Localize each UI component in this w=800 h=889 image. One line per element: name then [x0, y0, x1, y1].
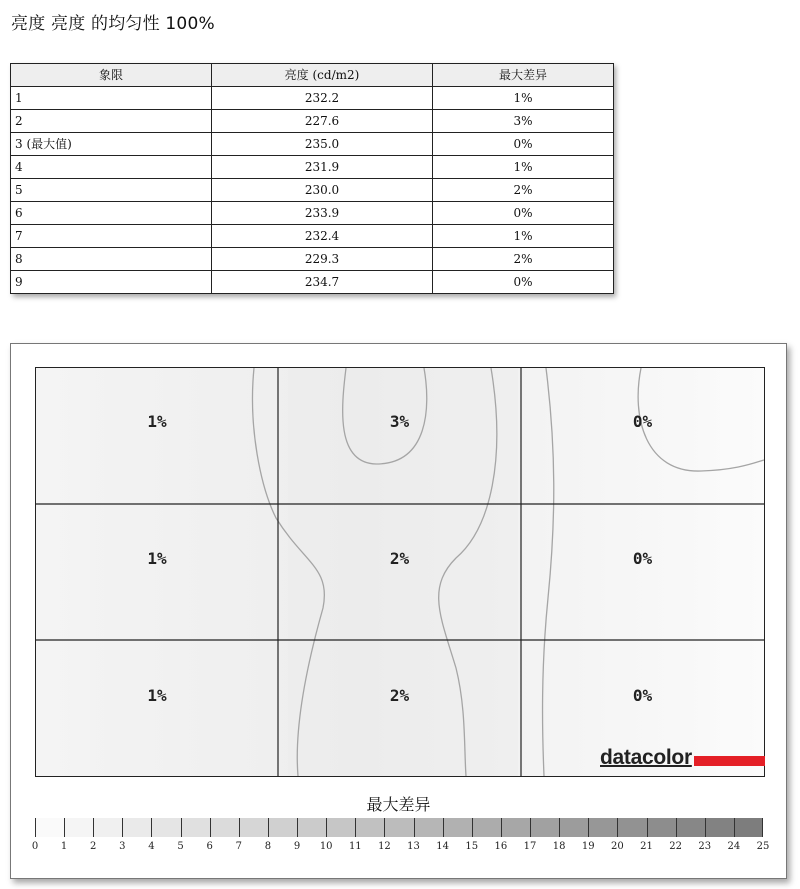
quadrant-value: 0%	[632, 548, 653, 568]
table-header-row	[11, 64, 614, 87]
legend-tick-label: 2	[90, 841, 97, 852]
luminance-cell: 230.0	[212, 179, 433, 202]
luminance-cell: 235.0	[212, 133, 433, 156]
difference-cell: 3%	[433, 110, 614, 133]
table-row	[11, 225, 614, 248]
legend-tick-label: 16	[494, 841, 508, 852]
legend-tick-label: 15	[465, 841, 479, 852]
table-row	[11, 202, 614, 225]
logo-text: datacolor	[600, 746, 692, 769]
legend-tick-label: 5	[177, 841, 184, 852]
legend-tick-label: 13	[407, 841, 420, 852]
legend-title: 最大差异	[366, 795, 431, 814]
legend-end-tick	[762, 818, 763, 837]
luminance-table	[10, 63, 613, 294]
quadrant-cell: 2	[11, 110, 212, 133]
legend-swatch	[210, 818, 239, 837]
legend-tick-label: 22	[669, 841, 682, 852]
legend-swatch	[35, 818, 64, 837]
legend-swatch	[676, 818, 705, 837]
legend-swatch	[443, 818, 472, 837]
difference-cell: 1%	[433, 156, 614, 179]
difference-cell: 0%	[433, 202, 614, 225]
legend-tick-label: 6	[206, 841, 213, 852]
quadrant-value: 2%	[389, 685, 410, 705]
quadrant-value: 0%	[632, 411, 653, 431]
logo-bar	[694, 756, 765, 766]
quadrant-cell: 5	[11, 179, 212, 202]
legend-tick-label: 12	[378, 841, 391, 852]
legend-tick-label: 0	[31, 841, 39, 852]
quadrant-cell: 3 (最大值)	[11, 133, 212, 156]
legend-swatch	[414, 818, 443, 837]
table-row	[11, 248, 614, 271]
legend-swatch	[64, 818, 93, 837]
quadrant-cell: 7	[11, 225, 212, 248]
uniformity-panel	[10, 343, 787, 879]
legend-tick-label: 4	[148, 841, 155, 852]
legend-tick-label: 17	[523, 841, 537, 852]
legend-tick-label: 21	[640, 841, 653, 852]
legend-swatch	[647, 818, 676, 837]
luminance-cell: 232.2	[212, 87, 433, 110]
legend-swatch	[559, 818, 588, 837]
legend-tick-label: 1	[60, 841, 68, 852]
quadrant-value: 0%	[632, 685, 653, 705]
legend-tick-label: 14	[436, 841, 450, 852]
legend-swatch	[355, 818, 384, 837]
legend-swatch	[93, 818, 122, 837]
legend-swatch	[472, 818, 501, 837]
quadrant-value: 1%	[147, 685, 167, 705]
difference-cell: 0%	[433, 133, 614, 156]
quadrant-cell: 6	[11, 202, 212, 225]
legend-tick-label: 24	[727, 841, 741, 852]
quadrant-cell: 4	[11, 156, 212, 179]
legend-tick-label: 10	[319, 841, 333, 852]
table-row	[11, 87, 614, 110]
table-row	[11, 179, 614, 202]
column-header-max-difference: 最大差异	[433, 64, 614, 87]
difference-cell: 2%	[433, 179, 614, 202]
legend-swatch	[122, 818, 151, 837]
column-header-luminance: 亮度 (cd/m2)	[212, 64, 433, 87]
difference-cell: 0%	[433, 271, 614, 294]
table-row	[11, 271, 614, 294]
luminance-cell: 231.9	[212, 156, 433, 179]
legend-swatch	[326, 818, 355, 837]
quadrant-value: 1%	[147, 411, 167, 431]
legend-tick-label: 19	[581, 841, 595, 852]
legend-swatch	[501, 818, 530, 837]
page-title: 亮度 亮度 的均匀性 100%	[11, 14, 215, 34]
datacolor-logo	[600, 746, 765, 770]
legend-tick-labels	[31, 841, 770, 857]
luminance-cell: 227.6	[212, 110, 433, 133]
legend-swatch	[530, 818, 559, 837]
legend-tick-label: 18	[552, 841, 566, 852]
quadrant-cell: 1	[11, 87, 212, 110]
quadrant-value: 1%	[147, 548, 167, 568]
luminance-cell: 229.3	[212, 248, 433, 271]
legend-swatch	[239, 818, 268, 837]
legend-swatch	[151, 818, 180, 837]
legend-swatch	[268, 818, 297, 837]
quadrant-cell: 9	[11, 271, 212, 294]
legend-tick-label: 11	[348, 841, 362, 852]
difference-cell: 1%	[433, 225, 614, 248]
difference-cell: 1%	[433, 87, 614, 110]
legend-tick-label: 23	[698, 841, 712, 852]
legend-swatch	[588, 818, 617, 837]
legend-tick-label: 7	[235, 841, 243, 852]
quadrant-value: 3%	[389, 411, 410, 431]
luminance-cell: 234.7	[212, 271, 433, 294]
luminance-cell: 233.9	[212, 202, 433, 225]
legend-tick-label: 8	[264, 841, 272, 852]
quadrant-value: 2%	[389, 548, 410, 568]
quadrant-cell: 8	[11, 248, 212, 271]
legend-tick-label: 3	[119, 841, 126, 852]
legend-swatch	[705, 818, 734, 837]
table-row	[11, 133, 614, 156]
legend-swatch	[181, 818, 210, 837]
legend-swatch	[384, 818, 413, 837]
table-row	[11, 156, 614, 179]
legend-swatch	[617, 818, 646, 837]
table-row	[11, 110, 614, 133]
color-scale-legend	[35, 818, 763, 837]
legend-tick-label: 25	[756, 841, 770, 852]
luminance-cell: 232.4	[212, 225, 433, 248]
legend-swatch	[297, 818, 326, 837]
legend-tick-label: 20	[611, 841, 624, 852]
legend-swatch	[734, 818, 763, 837]
difference-cell: 2%	[433, 248, 614, 271]
legend-tick-label: 9	[293, 841, 301, 852]
uniformity-grid	[35, 367, 765, 777]
column-header-quadrant: 象限	[11, 64, 212, 87]
